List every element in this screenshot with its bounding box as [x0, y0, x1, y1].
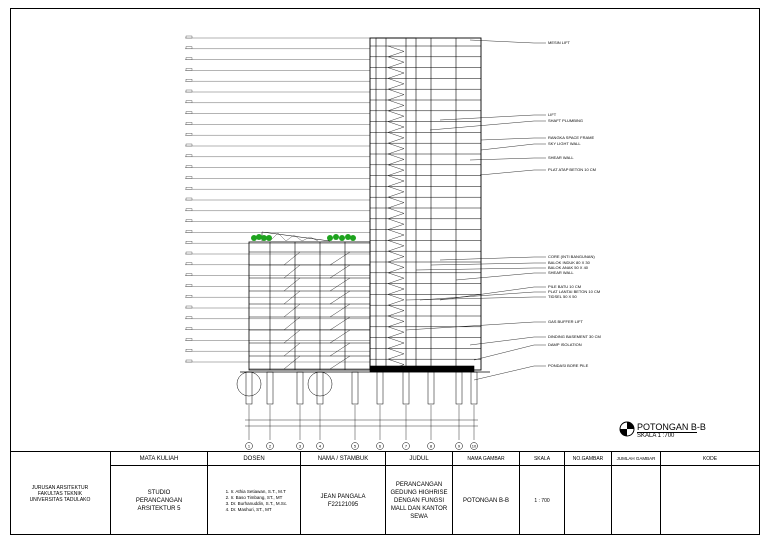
tower-section — [370, 38, 481, 370]
annotation-label: BALOK ANAK 50 X 40 — [548, 265, 589, 270]
pile — [456, 372, 462, 404]
leader-line — [406, 297, 534, 300]
leader-line — [431, 263, 534, 265]
level-marker — [186, 187, 192, 189]
level-marker — [186, 263, 192, 265]
escalator — [284, 265, 300, 278]
escalator — [330, 356, 350, 369]
level-marker — [186, 198, 192, 200]
annotation-label: GAS BUFFER LIFT — [548, 319, 583, 324]
judul-value: PERANCANGAN GEDUNG HIGHRISE DENGAN FUNGSI MALL DAN KANTOR SEWA — [390, 481, 448, 520]
escalator — [330, 278, 350, 291]
basement-slab — [370, 366, 474, 372]
level-marker — [186, 209, 192, 211]
leader-line — [470, 158, 534, 160]
mata-kuliah-cell — [110, 452, 207, 535]
annotation-label: LIFT — [548, 112, 557, 117]
grid-label: 4 — [318, 443, 322, 449]
judul-cell — [385, 452, 452, 535]
jumlah-gambar-cell — [611, 452, 660, 535]
student-id: F22121095 — [327, 501, 359, 508]
leader-line — [481, 138, 534, 140]
escalator — [330, 343, 350, 356]
level-marker — [186, 360, 192, 362]
dosen-item: 3. Dr. Burhanuddin, S.T., M.Sc. — [231, 501, 288, 507]
level-marker — [186, 47, 192, 49]
level-lines — [185, 36, 370, 362]
level-marker — [186, 230, 192, 232]
annotation-label: SKY LIGHT WALL — [548, 141, 581, 146]
grid-label: 5 — [353, 443, 357, 449]
section-title-text: POTONGAN B-B — [637, 422, 706, 432]
judul-head: JUDUL — [386, 452, 452, 466]
level-marker — [186, 241, 192, 243]
leader-line — [470, 337, 534, 345]
leader-line — [440, 115, 534, 120]
no-gambar-head: NO.GAMBAR — [565, 452, 611, 466]
grid-label: 2 — [268, 443, 272, 449]
nama-head: NAMA / STAMBUK — [301, 452, 385, 466]
skala-head: SKALA — [520, 452, 564, 466]
leader-line — [416, 268, 534, 270]
pile — [377, 372, 383, 404]
pile — [267, 372, 273, 404]
level-marker — [186, 90, 192, 92]
skala-value: 1 : 700 — [534, 497, 550, 504]
grid-label: 10 — [471, 443, 477, 449]
leader-line — [474, 345, 534, 360]
level-marker — [186, 338, 192, 340]
pile — [471, 372, 477, 404]
level-marker — [186, 155, 192, 157]
level-marker — [186, 58, 192, 60]
level-marker — [186, 306, 192, 308]
no-gambar-cell — [564, 452, 611, 535]
escalator — [330, 291, 350, 304]
annotation-label: PILE BATU 10 CM — [548, 284, 582, 289]
kode-head: KODE — [661, 452, 759, 466]
roof-garden-left — [251, 234, 272, 241]
grid-label: 8 — [429, 443, 433, 449]
dosen-head: DOSEN — [208, 452, 300, 466]
pile — [297, 372, 303, 404]
pile — [352, 372, 358, 404]
pile-cap — [237, 372, 261, 396]
escalator — [284, 304, 300, 317]
level-marker — [186, 220, 192, 222]
nama-gambar-cell — [452, 452, 519, 535]
grid-label: 3 — [298, 443, 302, 449]
pile — [428, 372, 434, 404]
annotation-label: TIDSEL 50 X 50 — [548, 294, 577, 299]
pile — [403, 372, 409, 404]
leader-line — [474, 366, 534, 380]
grid-label: 1 — [247, 443, 251, 449]
escalator — [284, 343, 300, 356]
grid-label: 7 — [404, 443, 408, 449]
institution-cell — [10, 452, 110, 535]
escalator — [284, 317, 300, 330]
escalator — [284, 356, 300, 369]
leader-line — [430, 121, 534, 130]
roof-garden-right — [327, 234, 356, 241]
level-marker — [186, 68, 192, 70]
level-marker — [186, 295, 192, 297]
level-marker — [186, 133, 192, 135]
leader-line — [420, 292, 534, 300]
grid-bubbles — [246, 443, 478, 450]
jumlah-gambar-head: JUMLAH GAMBAR — [612, 452, 660, 466]
escalator — [330, 304, 350, 317]
leader-line — [406, 322, 534, 330]
dosen-list — [221, 489, 288, 513]
skala-cell — [519, 452, 564, 535]
dosen-cell — [207, 452, 300, 535]
section-scale-text: SKALA 1 :700 — [637, 433, 675, 439]
dosen-item: 2. Ir. Baso Timbang, ST., MT — [231, 495, 288, 501]
level-marker — [186, 274, 192, 276]
annotation-label: CORE (INTI BANGUNAN) — [548, 254, 595, 259]
title-block — [10, 451, 760, 535]
annotation-label: MESIN LIFT — [548, 40, 571, 45]
annotation-label: PONDASI BORE PILE — [548, 363, 589, 368]
annotation-label: BALOK INDUK 80 X 30 — [548, 260, 590, 265]
level-marker — [186, 122, 192, 124]
bore-piles — [237, 372, 477, 404]
level-marker — [186, 317, 192, 319]
level-marker — [186, 144, 192, 146]
nama-cell — [300, 452, 385, 535]
grid-label: 9 — [457, 443, 461, 449]
level-marker — [186, 176, 192, 178]
annotation-label: PLAT LANTAI BETON 10 CM — [548, 289, 601, 294]
annotation-label: RANGKA SPACE FRAME — [548, 135, 595, 140]
leader-line — [481, 144, 534, 150]
escalator — [330, 330, 350, 343]
dosen-item: 4. Dr. Mashuri, ST., MT — [231, 507, 288, 513]
escalator — [330, 317, 350, 330]
level-marker — [186, 252, 192, 254]
kode-cell — [660, 452, 759, 535]
annotation-label: DINDING BASEMENT 30 CM — [548, 334, 601, 339]
mata-kuliah-head: MATA KULIAH — [111, 452, 207, 466]
escalator — [284, 278, 300, 291]
level-marker — [186, 284, 192, 286]
leader-line — [456, 273, 534, 280]
escalator — [284, 291, 300, 304]
mata-kuliah-value: STUDIO PERANCANGAN ARSITEKTUR 5 — [135, 489, 183, 512]
grid-label: 6 — [378, 443, 382, 449]
escalator — [284, 330, 300, 343]
level-marker — [186, 112, 192, 114]
podium-floors — [249, 252, 370, 369]
pile-cap — [308, 372, 332, 396]
dosen-item: 1. Ir. Athia Setiawan, S.T., M.T — [231, 489, 288, 495]
escalator — [330, 265, 350, 278]
annotation-label: SHAFT PLUMBING — [548, 118, 584, 123]
annotation-label: SHEAR WALL — [548, 270, 574, 275]
podium-section — [249, 242, 370, 370]
pile — [246, 372, 252, 404]
tower-floors — [370, 46, 481, 359]
leader-line — [470, 40, 534, 43]
annotation-label: SHEAR WALL — [548, 155, 574, 160]
leader-line — [480, 170, 534, 175]
level-marker — [186, 349, 192, 351]
annotation-label: PLAT ATAP BETON 10 CM — [548, 167, 597, 172]
student-name: JEAN PANGALA — [320, 493, 366, 500]
level-marker — [186, 101, 192, 103]
leader-line — [440, 257, 534, 260]
section-marker-icon — [619, 421, 635, 437]
institution-text: JURUSAN ARSITEKTUR FAKULTAS TEKNIK UNIVERSITAS TADULAKO — [29, 484, 91, 503]
pile — [317, 372, 323, 404]
annotation-leaders — [406, 40, 546, 380]
nama-gambar-head: NAMA GAMBAR — [453, 452, 519, 466]
annotation-label: DAMP ISOLATION — [548, 342, 582, 347]
level-marker — [186, 79, 192, 81]
podium-escalators — [284, 252, 350, 369]
dimension-ticks — [249, 405, 474, 440]
nama-gambar-value: POTONGAN B-B — [463, 497, 509, 504]
level-marker — [186, 36, 192, 38]
level-marker — [186, 166, 192, 168]
level-marker — [186, 328, 192, 330]
